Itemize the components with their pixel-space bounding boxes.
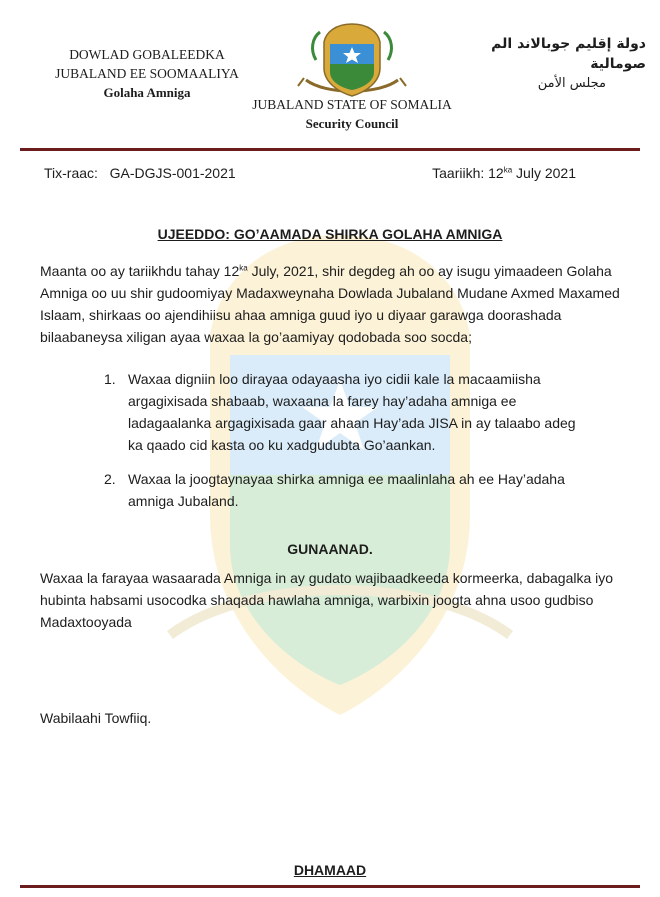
intro-part2: July, 2021, shir degdeg ah oo ay isugu yimaadeen Golaha Amniga oo uu shir gudoomiyay Madaxweynaha Dowlada Jubaland Mudane Axmed Maxamed Islaam, shirkaas oo ajendihiisu ahaa amniga guud iyo u diyaar garawga doorashada bilaabaneysa xiligan ayaa waxaa la go’aamiyay qodobada soo socda; bbox=[40, 263, 620, 345]
jubaland-emblem-icon bbox=[296, 20, 408, 102]
header-left-line1: DOWLAD GOBALEEDKA bbox=[69, 47, 225, 62]
header-left-line2: JUBALAND EE SOOMAALIYA bbox=[55, 66, 239, 81]
date-rest: July 2021 bbox=[512, 165, 576, 181]
header-center-line2: Security Council bbox=[305, 116, 399, 131]
end-marker: DHAMAAD bbox=[293, 862, 367, 878]
list-item bbox=[104, 468, 594, 512]
list-item bbox=[104, 368, 594, 456]
list-item-text: Waxaa digniin loo dirayaa odayaasha iyo cidii kale la macaamiisha argagixisada shabaab, waxaana la farey hay’adaha amniga ee ladagaalanka argagixisada gaar ahaan Hay’ada JISA in ay talaabo adeg ka qaado cid kasta oo ku xadgudubta Go’aankan. bbox=[128, 371, 576, 453]
closing-paragraph: Waxaa la farayaa wasaarada Amniga in ay gudato wajibaadkeeda kormeerka, dabagalka iyo hubinta habsami usocodka shaqada hawlaha amniga, warbixin joogta ahna usoo gudbiso Madaxtooyada bbox=[40, 570, 614, 630]
intro-part1: Maanta oo ay tariikhdu tahay 12 bbox=[40, 263, 240, 279]
header-center-block bbox=[232, 95, 472, 133]
header-right-arabic-block bbox=[446, 34, 646, 94]
header-divider bbox=[20, 148, 640, 151]
reference-number: GA-DGJS-001-2021 bbox=[109, 165, 236, 181]
subject-heading: UJEEDDO: GO’AAMADA SHIRKA GOLAHA AMNIGA bbox=[157, 226, 503, 242]
header-left-line3: Golaha Amniga bbox=[103, 85, 191, 100]
list-item-number: 2. bbox=[104, 471, 116, 487]
reference-line bbox=[44, 165, 236, 181]
header-right-line2: مجلس الأمن bbox=[537, 76, 606, 91]
date-line bbox=[432, 165, 576, 181]
header-left-block bbox=[42, 45, 252, 102]
intro-paragraph bbox=[40, 260, 620, 348]
date-label: Taariikh: 12 bbox=[432, 165, 504, 181]
header-center-line1: JUBALAND STATE OF SOMALIA bbox=[252, 97, 452, 112]
footer-divider bbox=[20, 885, 640, 888]
reference-label: Tix-raac: bbox=[44, 165, 98, 181]
closing-heading: GUNAANAD. bbox=[287, 541, 373, 557]
intro-suffix: ka bbox=[239, 263, 248, 273]
list-item-text: Waxaa la joogtaynayaa shirka amniga ee maalinlaha ah ee Hay’adaha amniga Jubaland. bbox=[128, 471, 565, 509]
date-suffix: ka bbox=[503, 165, 513, 175]
list-item-number: 1. bbox=[104, 371, 116, 387]
signoff: Wabilaahi Towfiiq. bbox=[40, 710, 152, 726]
header-right-line1: دولة إقليم جوبالاند الم صومالية bbox=[491, 36, 646, 72]
